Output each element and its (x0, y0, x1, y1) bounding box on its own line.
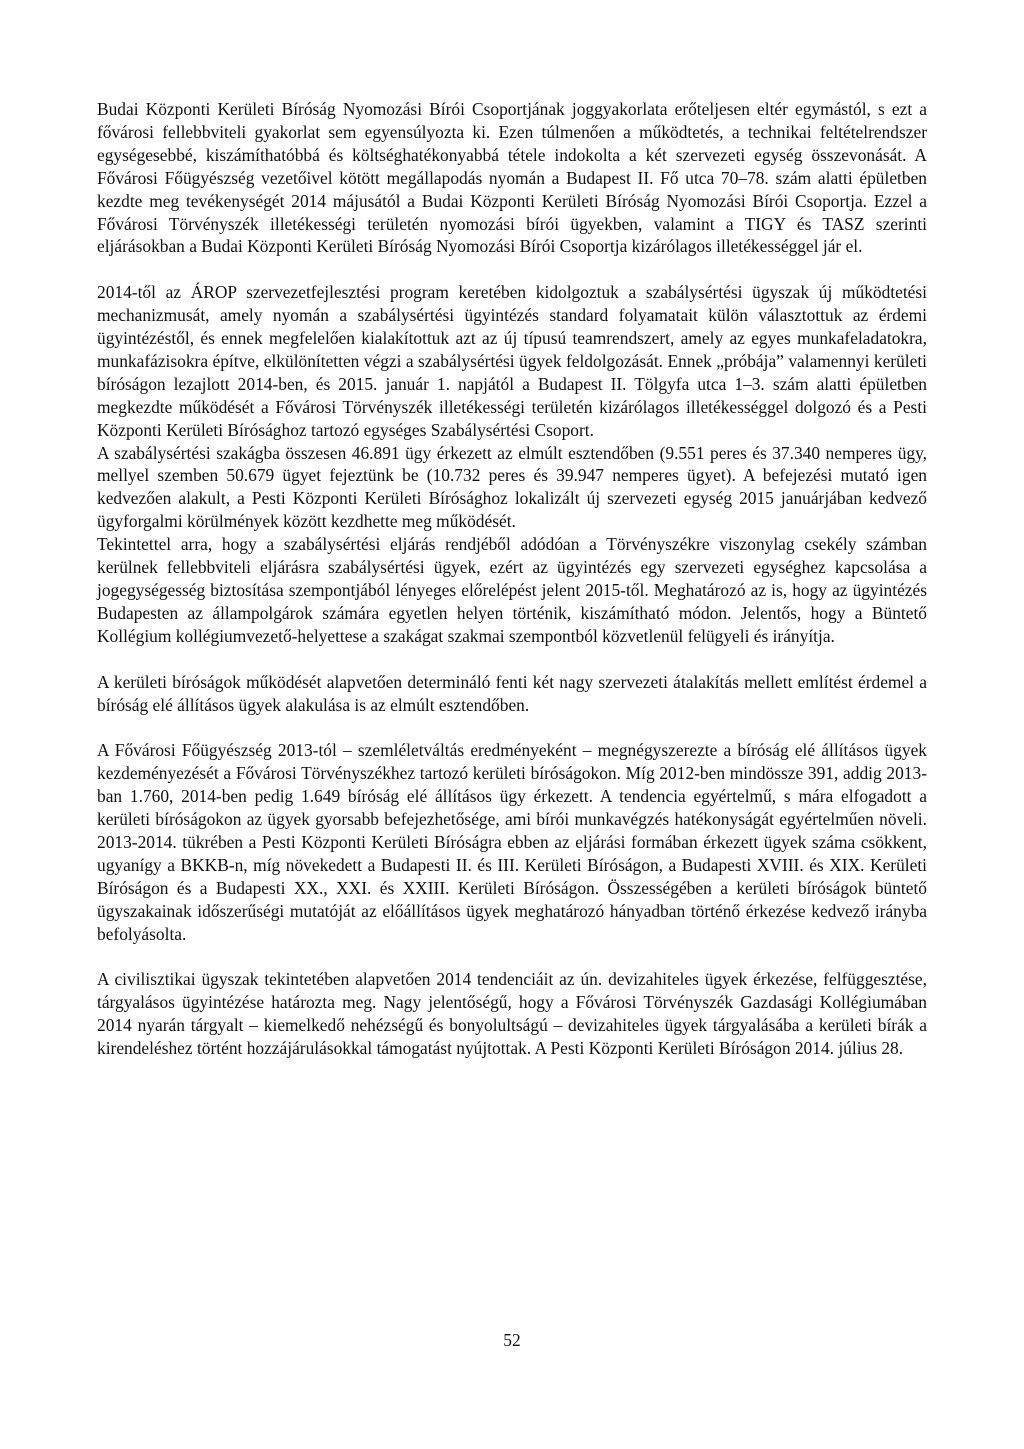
paragraph-jogegysegesseg: Tekintettel arra, hogy a szabálysértési eljárás rendjéből adódóan a Törvényszékre viszonylag csekély számban kerülnek fellebbviteli eljárásra szabálysértési ügyek, ezért az ügyintézés egy szervezeti egységhez kapcsolása a jogegységesség biztosítása szempontjából lényeges előrelépést jelent 2015-től. Meghatározó az is, hogy az ügyintézés Budapesten az állampolgárok számára egyetlen helyen történik, kiszámítható módon. Jelentős, hogy a Büntető Kollégium kollégiumvezető-helyettese a szakágat szakmai szempontból közvetlenül felügyeli és irányítja. (97, 534, 927, 646)
paragraph-nyomozasi-csoport: Budai Központi Kerületi Bíróság Nyomozási Bírói Csoportjának joggyakorlata erőteljesen eltér egymástól, s ezt a fővárosi fellebbviteli gyakorlat sem egyensúlyozta ki. Ezen túlmenően a működtetés, a technikai feltételrendszer egységesebbé, kiszámíthatóbbá és költséghatékonyabbá tétele indokolta a két szervezeti egység összevonását. A Fővárosi Főügyészség vezetőivel kötött megállapodás nyomán a Budapest II. Fő utca 70–78. szám alatti épületben kezdte meg tevékenységét 2014 májusától a Budai Központi Kerületi Bíróság Nyomozási Bírói Csoportja. Ezzel a Fővárosi Törvényszék illetékességi területén nyomozási bírói ügyekben, valamint a TIGY és TASZ szerinti eljárásokban a Budai Központi Kerületi Bíróság Nyomozási Bírói Csoportja kizárólagos illetékességgel jár el. (97, 99, 927, 257)
paragraph-szabalysertesi-statisztika: A szabálysértési szakágba összesen 46.891 ügy érkezett az elmúlt esztendőben (9.551 peres és 37.340 nemperes ügy, mellyel szemben 50.679 ügyet fejeztünk be (10.732 peres és 39.947 nemperes ügyet). A befejezési mutató igen kedvezően alakult, a Pesti Központi Kerületi Bírósághoz lokalizált új szervezeti egység 2015 januárjában kedvező ügyforgalmi körülmények között kezdhette meg működését. (97, 442, 927, 532)
page-number: 52 (503, 1330, 521, 1350)
paragraph-birosag-ele-allitas: A Fővárosi Főügyészség 2013-tól – szemléletváltás eredményeként – megnégyszerezte a bíróság elé állításos ügyek kezdeményezését a Fővárosi Törvényszékhez tartozó kerületi bíróságokon. Míg 2012-ben mindössze 391, addig 2013-ban 1.760, 2014-ben pedig 1.649 bíróság elé állításos ügy érkezett. A tendencia egyértelmű, s mára elfogadott a kerületi bíróságokon az ügyek gyorsabb befejezhetősége, ami bírói munkavégzés hatékonyságát egyértelműen növeli. 2013-2014. tükrében a Pesti Központi Kerületi Bíróságra ebben az eljárási formában érkezett ügyek száma csökkent, ugyanígy a BKKB-n, míg növekedett a Budapesti II. és III. Kerületi Bíróságon, a Budapesti XVIII. és XIX. Kerületi Bíróságon és a Budapesti XX., XXI. és XXIII. Kerületi Bíróságon. Összességében a kerületi bíróságok büntető ügyszakainak időszerűségi mutatóját az előállításos ügyek meghatározó hányadban történő érkezése kedvező irányba befolyásolta. (97, 740, 927, 944)
paragraph-arop-szabalysertesi: 2014-től az ÁROP szervezetfejlesztési program keretében kidolgoztuk a szabálysértési ügyszak új működtetési mechanizmusát, amely nyomán a szabálysértési ügyintézés standard folyamatait külön választottuk az érdemi ügyintézéstől, és ennek megfelelően kialakítottuk azt az új típusú teamrendszert, amely az egyes munkafeladatokra, munkafázisokra építve, elkülönítetten végzi a szabálysértési ügyek feldolgozását. Ennek „próbája” valamennyi kerületi bíróságon lezajlott 2014-ben, és 2015. január 1. napjától a Budapest II. Tölgyfa utca 1–3. szám alatti épületben megkezdte működését a Fővárosi Törvényszék illetékességi területén kizárólagos illetékességgel dolgozó és a Pesti Központi Kerületi Bírósághoz tartozó egységes Szabálysértési Csoport. (97, 282, 927, 440)
paragraph-civilisztikai: A civilisztikai ügyszak tekintetében alapvetően 2014 tendenciáit az ún. devizahiteles ügyek érkezése, felfüggesztése, tárgyalásos ügyintézése határozta meg. Nagy jelentőségű, hogy a Fővárosi Törvényszék Gazdasági Kollégiumában 2014 nyarán tárgyalt – kiemelkedő nehézségű és bonyolultságú – devizahiteles ügyek tárgyalásába a kerületi bírák a kirendeléshez történt hozzájárulásokkal támogatást nyújtottak. A Pesti Központi Kerületi Bíróságon 2014. július 28. (97, 969, 927, 1059)
paragraph-atalakitas: A kerületi bíróságok működését alapvetően determináló fenti két nagy szervezeti átalakítás mellett említést érdemel a bíróság elé állításos ügyek alakulása is az elmúlt esztendőben. (97, 671, 927, 715)
document-page (97, 98, 927, 1060)
